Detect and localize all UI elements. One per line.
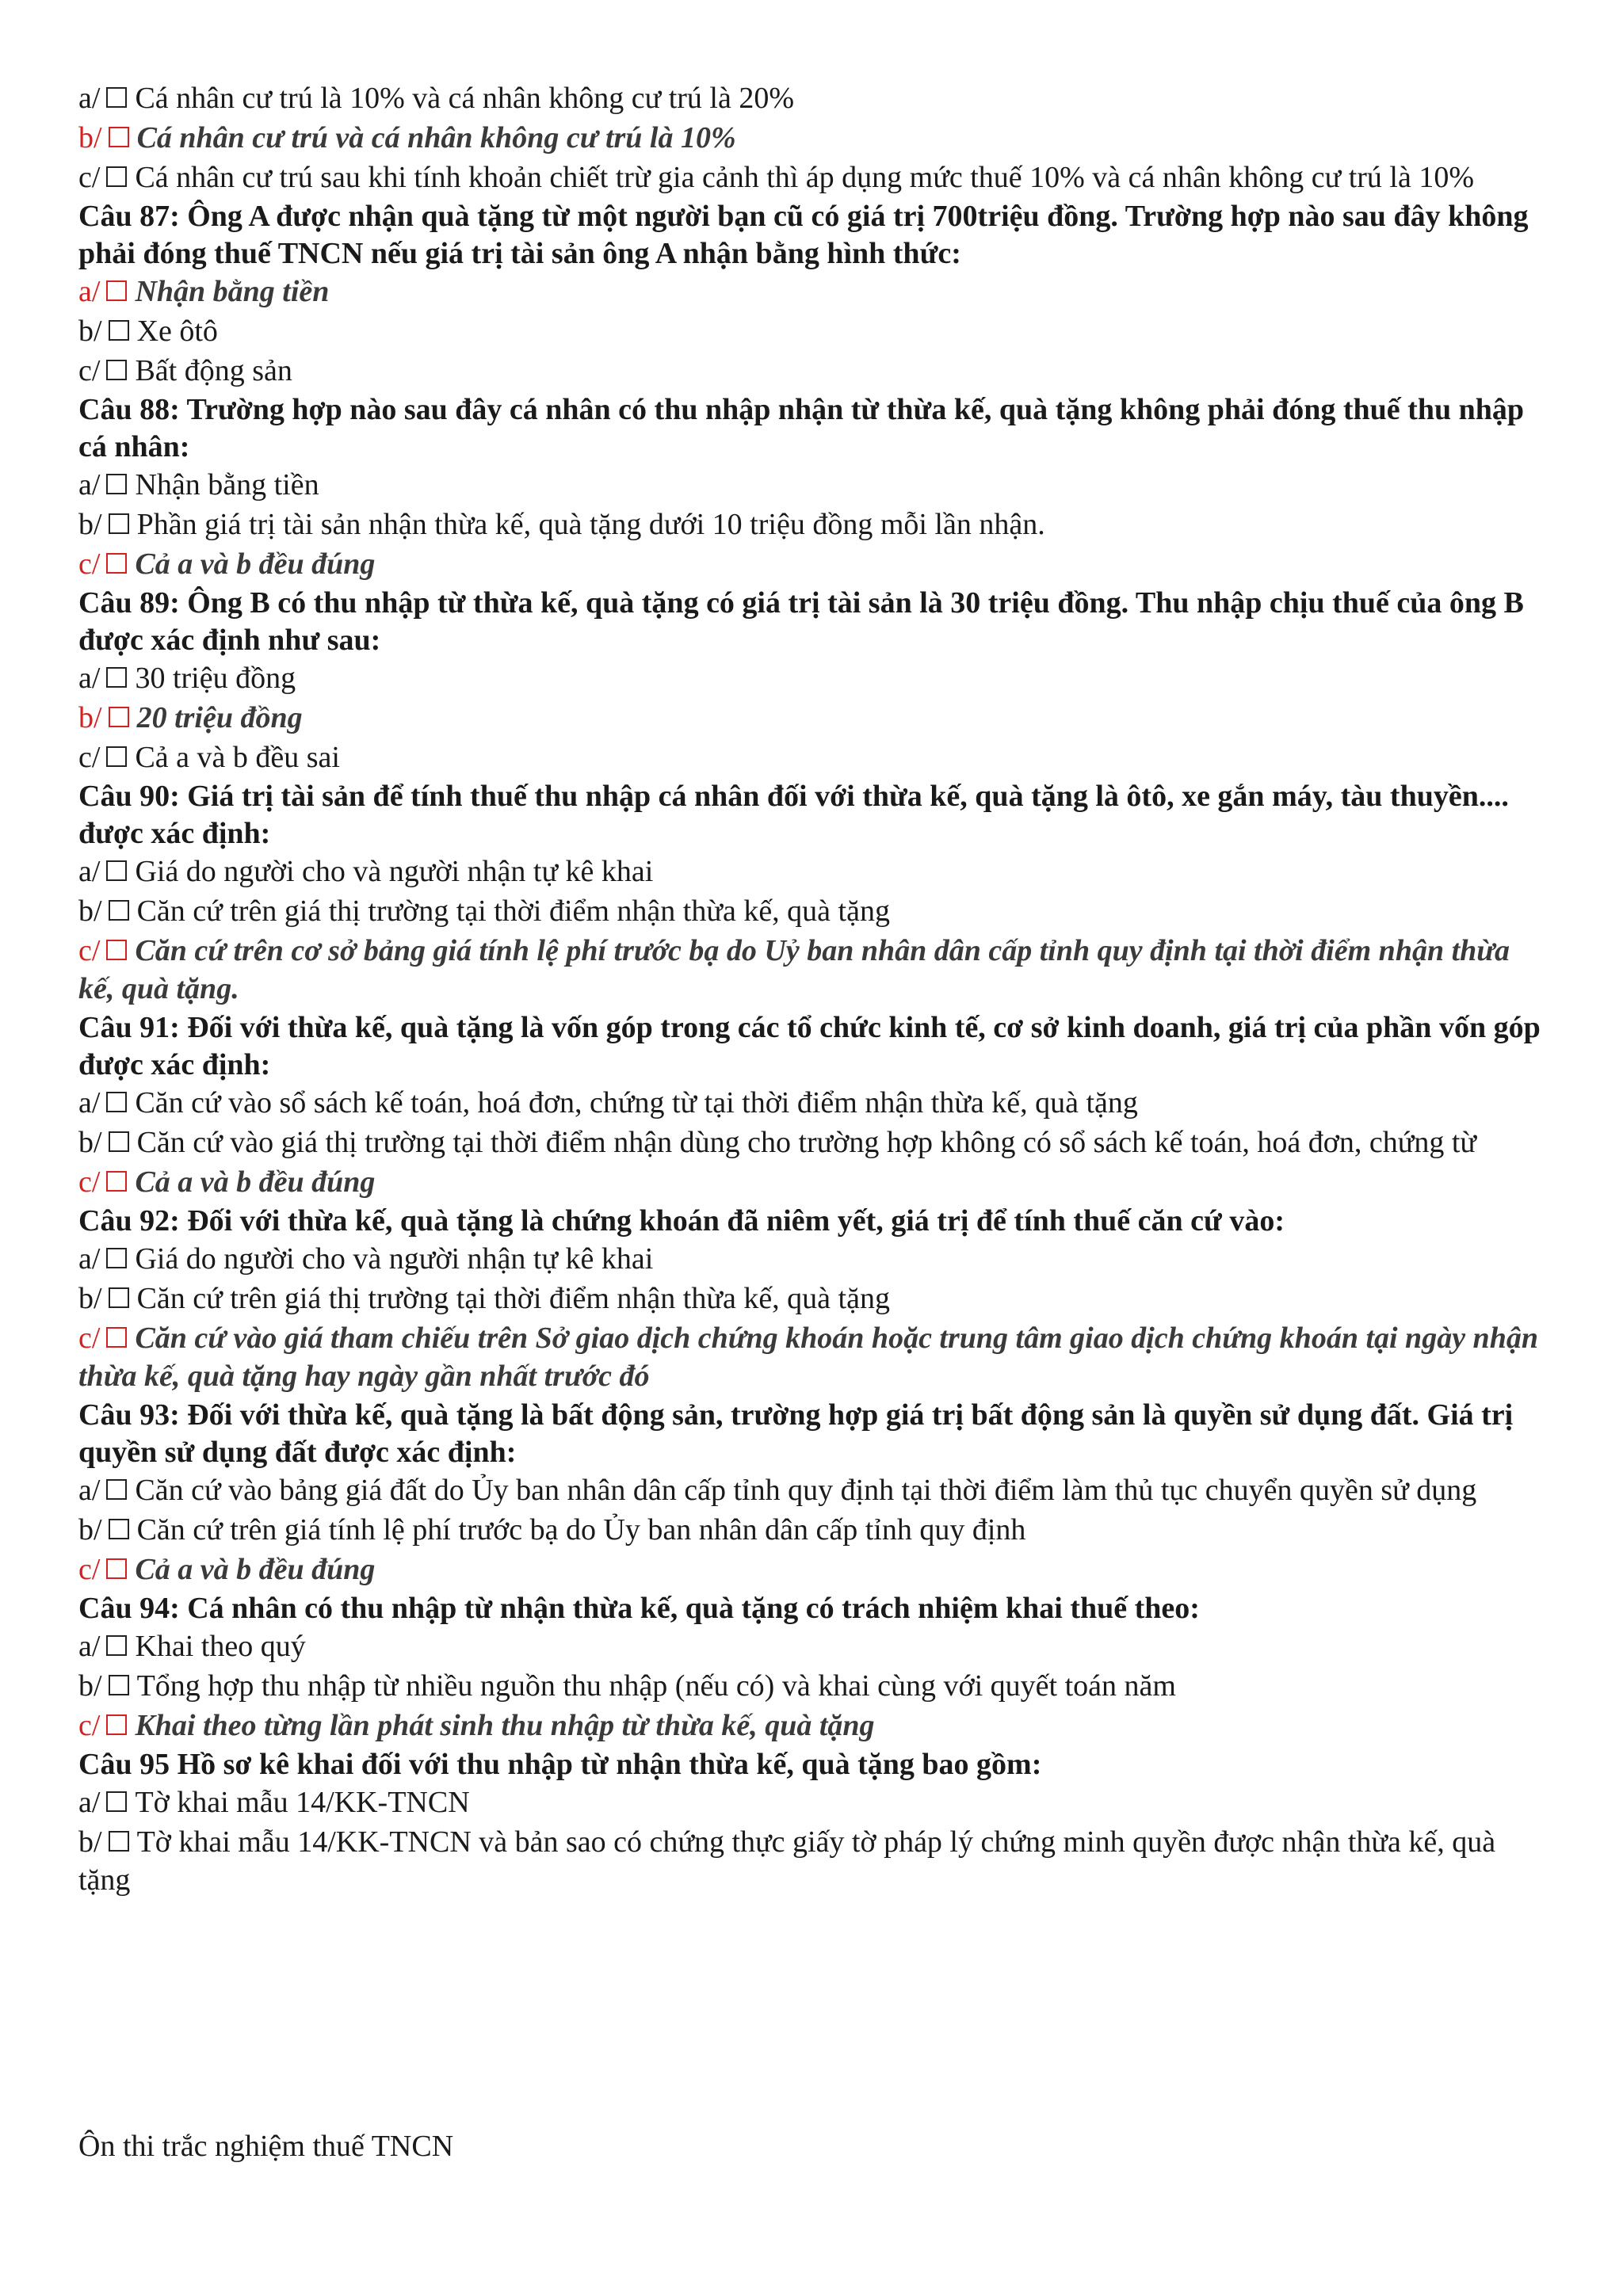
answer-option (78, 352, 1552, 390)
option-label: c/ (78, 1165, 101, 1199)
answer-option (78, 659, 1552, 697)
option-text: Căn cứ vào bảng giá đất do Ủy ban nhân dân cấp tỉnh quy định tại thời điểm làm thủ tục chuyển quyền sử dụng (135, 1474, 1477, 1507)
option-label: c/ (78, 934, 101, 967)
answer-option (78, 1783, 1552, 1821)
option-text: Tờ khai mẫu 14/KK-TNCN (135, 1786, 470, 1819)
answer-option-correct (78, 119, 1552, 157)
checkbox-icon (106, 1791, 127, 1812)
question-title: Câu 90: Giá trị tài sản để tính thuế thu nhập cá nhân đối với thừa kế, quà tặng là ôtô, xe gắn máy, tàu thuyền.... được xác định: (78, 780, 1509, 850)
option-text: Bất động sản (135, 354, 292, 387)
option-label: c/ (78, 1709, 101, 1742)
answer-option (78, 158, 1552, 196)
option-label: a/ (78, 82, 101, 115)
option-text: Cá nhân cư trú sau khi tính khoản chiết trừ gia cảnh thì áp dụng mức thuế 10% và cá nhân không cư trú là 10% (135, 161, 1474, 194)
checkbox-icon (106, 360, 127, 380)
checkbox-icon (106, 1327, 127, 1348)
option-label: a/ (78, 1786, 101, 1819)
option-text: Giá do người cho và người nhận tự kê khai (135, 1242, 654, 1276)
answer-option (78, 1823, 1552, 1899)
checkbox-icon (109, 1675, 129, 1695)
option-text: 20 triệu đồng (136, 701, 303, 734)
option-text: Căn cứ trên giá thị trường tại thời điểm nhận thừa kế, quà tặng (136, 1282, 890, 1315)
checkbox-icon (109, 1131, 129, 1152)
answer-option (78, 312, 1552, 350)
question-title: Câu 93: Đối với thừa kế, quà tặng là bất động sản, trường hợp giá trị bất động sản là quyền sử dụng đất. Giá trị quyền sử dụng đất được xác định: (78, 1398, 1514, 1469)
option-label: a/ (78, 1630, 101, 1663)
answer-option (78, 1511, 1552, 1549)
answer-option-correct (78, 1163, 1552, 1201)
option-label: c/ (78, 741, 101, 774)
answer-option (78, 1471, 1552, 1509)
option-label: b/ (78, 315, 102, 348)
checkbox-icon (106, 1171, 127, 1192)
answer-option (78, 79, 1552, 117)
answer-option (78, 466, 1552, 504)
option-text: 30 triệu đồng (135, 662, 296, 695)
checkbox-icon (106, 746, 127, 767)
checkbox-icon (109, 707, 129, 727)
question-title: Câu 89: Ông B có thu nhập từ thừa kế, quà tặng có giá trị tài sản là 30 triệu đồng. Thu nhập chịu thuế của ông B được xác định như sau: (78, 586, 1524, 657)
option-text: Cả a và b đều đúng (135, 1165, 376, 1199)
option-text: Cả a và b đều đúng (135, 1553, 376, 1586)
answer-option-correct (78, 1707, 1552, 1745)
option-text: Cả a và b đều đúng (135, 547, 376, 581)
option-text: Căn cứ vào sổ sách kế toán, hoá đơn, chứng từ tại thời điểm nhận thừa kế, quà tặng (135, 1086, 1138, 1119)
answer-option (78, 1280, 1552, 1318)
option-label: a/ (78, 1086, 101, 1119)
option-label: b/ (78, 894, 102, 928)
checkbox-icon (106, 1558, 127, 1579)
option-text: Căn cứ trên cơ sở bảng giá tính lệ phí trước bạ do Uỷ ban nhân dân cấp tỉnh quy định tại thời điểm nhận thừa kế, quà tặng. (78, 934, 1510, 1005)
checkbox-icon (106, 1635, 127, 1656)
option-text: Căn cứ trên giá thị trường tại thời điểm nhận thừa kế, quà tặng (136, 894, 890, 928)
option-text: Căn cứ vào giá thị trường tại thời điểm nhận dùng cho trường hợp không có sổ sách kế toán, hoá đơn, chứng từ (136, 1126, 1476, 1159)
option-label: b/ (78, 1513, 102, 1547)
answer-option (78, 1240, 1552, 1278)
question-title: Câu 92: Đối với thừa kế, quà tặng là chứng khoán đã niêm yết, giá trị để tính thuế căn cứ vào: (78, 1204, 1285, 1238)
option-label: c/ (78, 354, 101, 387)
option-text: Giá do người cho và người nhận tự kê khai (135, 855, 654, 888)
checkbox-icon (109, 1831, 129, 1852)
checkbox-icon (109, 513, 129, 534)
page-footer: Ôn thi trắc nghiệm thuế TNCN (78, 2130, 454, 2163)
checkbox-icon (109, 900, 129, 921)
checkbox-icon (109, 320, 129, 341)
checkbox-icon (106, 860, 127, 881)
checkbox-icon (106, 1092, 127, 1112)
option-label: b/ (78, 1825, 102, 1859)
answer-option (78, 1123, 1552, 1161)
answer-option-correct (78, 932, 1552, 1008)
option-label: a/ (78, 662, 101, 695)
option-label: a/ (78, 275, 101, 308)
option-label: b/ (78, 1282, 102, 1315)
option-label: a/ (78, 468, 101, 502)
checkbox-icon (109, 127, 129, 147)
quiz-content (78, 79, 1552, 1901)
answer-option-correct (78, 1550, 1552, 1589)
option-text: Tổng hợp thu nhập từ nhiều nguồn thu nhập (nếu có) và khai cùng với quyết toán năm (136, 1669, 1176, 1703)
answer-option (78, 1627, 1552, 1665)
checkbox-icon (109, 1287, 129, 1308)
checkbox-icon (106, 166, 127, 187)
option-text: Khai theo từng lần phát sinh thu nhập từ thừa kế, quà tặng (135, 1709, 875, 1742)
option-text: Tờ khai mẫu 14/KK-TNCN và bản sao có chứng thực giấy tờ pháp lý chứng minh quyền được nhận thừa kế, quà tặng (78, 1825, 1496, 1897)
checkbox-icon (106, 553, 127, 574)
answer-option (78, 852, 1552, 891)
checkbox-icon (106, 1248, 127, 1268)
question-title: Câu 88: Trường hợp nào sau đây cá nhân có thu nhập nhận từ thừa kế, quà tặng không phải đóng thuế thu nhập cá nhân: (78, 393, 1524, 463)
question-title: Câu 94: Cá nhân có thu nhập từ nhận thừa kế, quà tặng có trách nhiệm khai thuế theo: (78, 1592, 1200, 1625)
answer-option (78, 738, 1552, 776)
option-text: Cá nhân cư trú là 10% và cá nhân không cư trú là 20% (135, 82, 794, 115)
answer-option (78, 1667, 1552, 1705)
option-text: Căn cứ vào giá tham chiếu trên Sở giao dịch chứng khoán hoặc trung tâm giao dịch chứng khoán tại ngày nhận thừa kế, quà tặng hay ngày gần nhất trước đó (78, 1322, 1538, 1393)
option-label: b/ (78, 701, 102, 734)
option-text: Phần giá trị tài sản nhận thừa kế, quà tặng dưới 10 triệu đồng mỗi lần nhận. (136, 508, 1045, 541)
checkbox-icon (106, 1714, 127, 1735)
checkbox-icon (106, 667, 127, 688)
answer-option-correct (78, 1319, 1552, 1395)
option-label: a/ (78, 1242, 101, 1276)
question-title: Câu 95 Hồ sơ kê khai đối với thu nhập từ nhận thừa kế, quà tặng bao gồm: (78, 1748, 1042, 1781)
question-title: Câu 87: Ông A được nhận quà tặng từ một người bạn cũ có giá trị 700triệu đồng. Trường hợp nào sau đây không phải đóng thuế TNCN nếu giá trị tài sản ông A nhận bằng hình thức: (78, 200, 1529, 270)
answer-option (78, 505, 1552, 543)
option-label: b/ (78, 1669, 102, 1703)
checkbox-icon (106, 87, 127, 108)
option-text: Xe ôtô (136, 315, 218, 348)
option-label: c/ (78, 1322, 101, 1355)
answer-option-correct (78, 699, 1552, 737)
option-text: Căn cứ trên giá tính lệ phí trước bạ do Ủy ban nhân dân cấp tỉnh quy định (136, 1513, 1026, 1547)
checkbox-icon (106, 1479, 127, 1500)
checkbox-icon (106, 280, 127, 301)
checkbox-icon (109, 1519, 129, 1539)
option-label: c/ (78, 547, 101, 581)
checkbox-icon (106, 474, 127, 494)
option-label: b/ (78, 508, 102, 541)
option-label: a/ (78, 1474, 101, 1507)
answer-option-correct (78, 273, 1552, 311)
option-text: Nhận bằng tiền (135, 468, 319, 502)
option-text: Nhận bằng tiền (135, 275, 330, 308)
answer-option (78, 892, 1552, 930)
answer-option (78, 1084, 1552, 1122)
option-text: Cá nhân cư trú và cá nhân không cư trú là 10% (136, 121, 736, 154)
question-title: Câu 91: Đối với thừa kế, quà tặng là vốn góp trong các tổ chức kinh tế, cơ sở kinh doanh, giá trị của phần vốn góp được xác định: (78, 1011, 1541, 1081)
answer-option-correct (78, 545, 1552, 583)
option-label: c/ (78, 1553, 101, 1586)
option-label: b/ (78, 121, 102, 154)
option-text: Cả a và b đều sai (135, 741, 340, 774)
checkbox-icon (106, 940, 127, 960)
option-label: b/ (78, 1126, 102, 1159)
option-label: c/ (78, 161, 101, 194)
option-text: Khai theo quý (135, 1630, 306, 1663)
option-label: a/ (78, 855, 101, 888)
